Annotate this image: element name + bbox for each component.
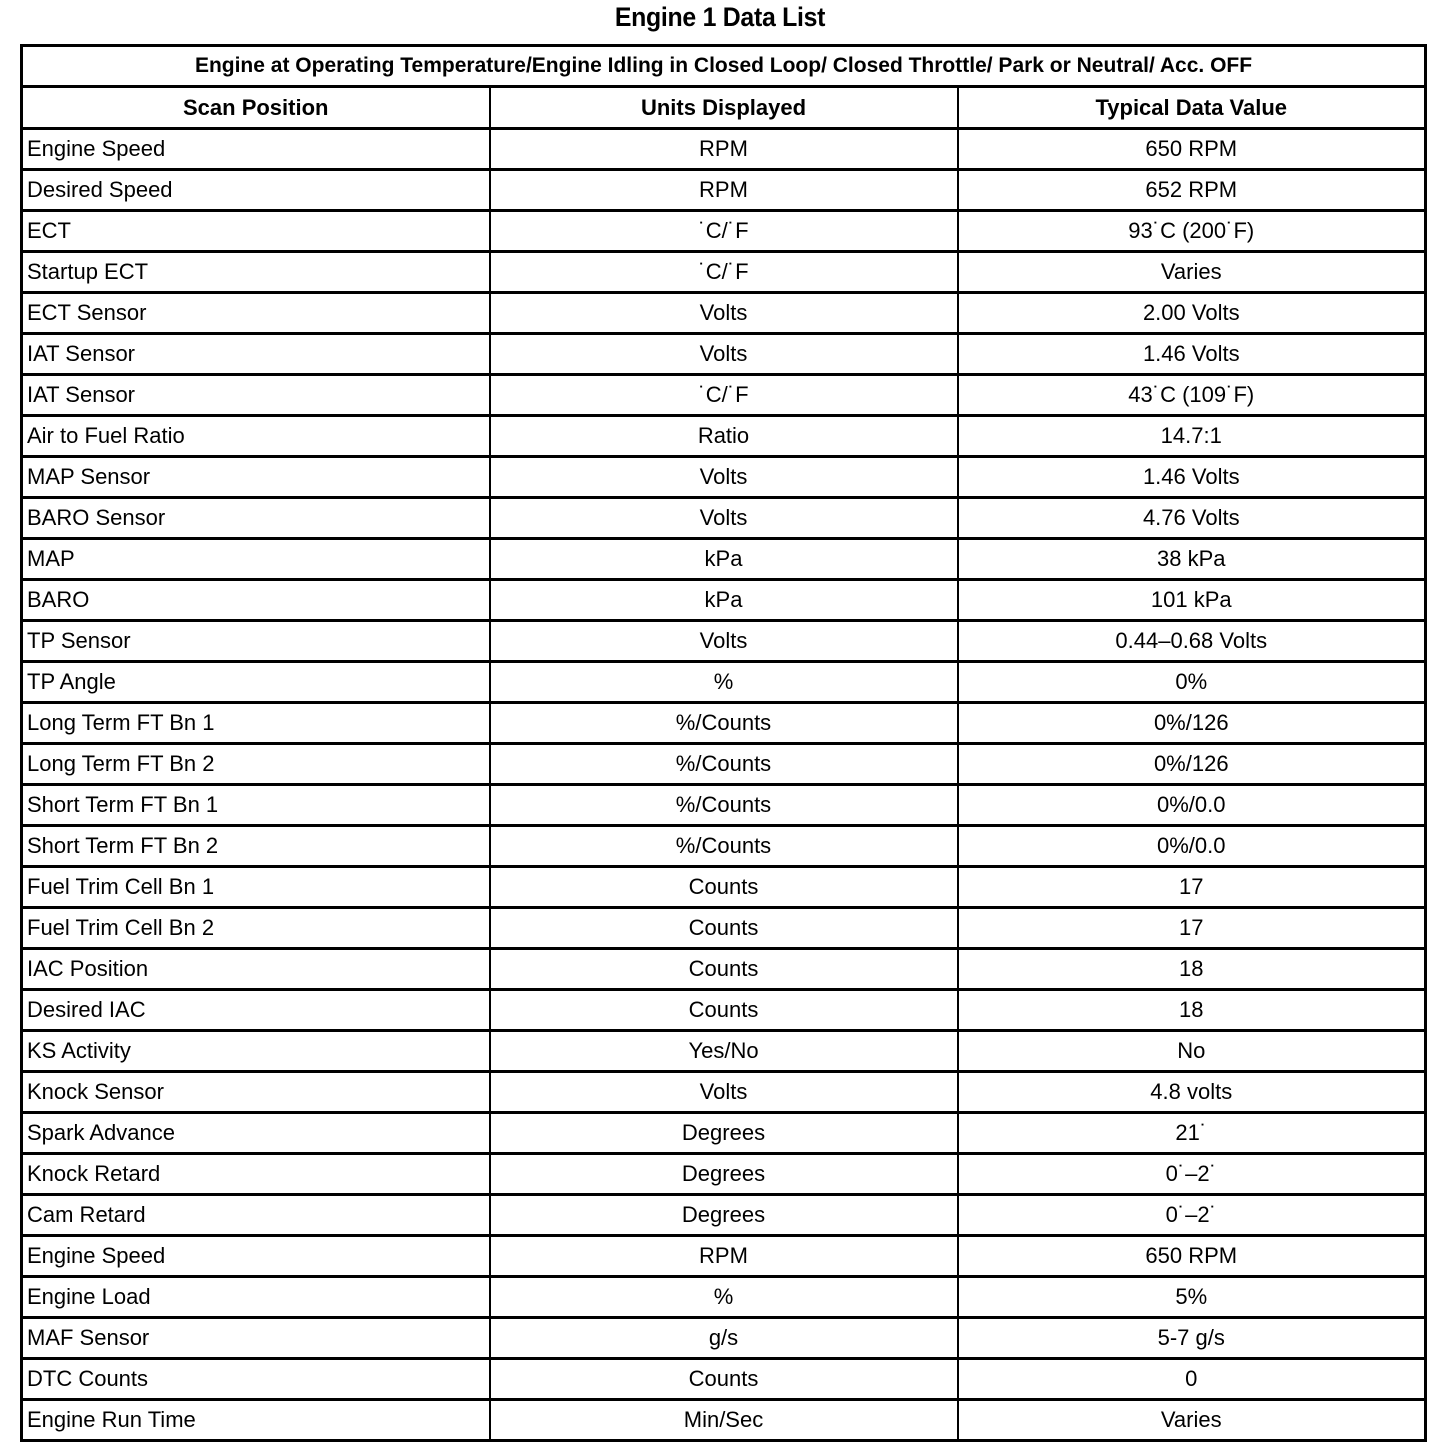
table-row [22, 293, 1426, 334]
table-row [22, 744, 1426, 785]
units-cell: Counts [490, 949, 958, 990]
units-cell: Counts [490, 1359, 958, 1400]
scan-position-cell: Knock Retard [22, 1154, 490, 1195]
scan-position-cell: ECT [22, 211, 490, 252]
scan-position-cell: Engine Load [22, 1277, 490, 1318]
units-cell: %/Counts [490, 785, 958, 826]
typical-value-cell: 14.7:1 [958, 416, 1426, 457]
units-cell: Counts [490, 990, 958, 1031]
table-body [22, 129, 1426, 1441]
table-row [22, 662, 1426, 703]
scan-position-cell: Short Term FT Bn 1 [22, 785, 490, 826]
scan-position-cell: Engine Speed [22, 1236, 490, 1277]
typical-value-cell: 38 kPa [958, 539, 1426, 580]
units-cell: ˙C/˙F [490, 252, 958, 293]
operating-condition: Engine at Operating Temperature/Engine Idling in Closed Loop/ Closed Throttle/ Park or Neutral/ Acc. OFF [22, 46, 1426, 87]
typical-value-cell: 93˙C (200˙F) [958, 211, 1426, 252]
table-row [22, 129, 1426, 170]
header-typical-data-value: Typical Data Value [958, 87, 1426, 129]
units-cell: Volts [490, 457, 958, 498]
typical-value-cell: Varies [958, 1400, 1426, 1441]
table-row [22, 211, 1426, 252]
table-row [22, 1072, 1426, 1113]
table-row [22, 498, 1426, 539]
scan-position-cell: BARO Sensor [22, 498, 490, 539]
table-row [22, 580, 1426, 621]
typical-value-cell: 17 [958, 867, 1426, 908]
scan-position-cell: TP Angle [22, 662, 490, 703]
scan-position-cell: Spark Advance [22, 1113, 490, 1154]
table-row [22, 867, 1426, 908]
scan-position-cell: MAP [22, 539, 490, 580]
typical-value-cell: 21˙ [958, 1113, 1426, 1154]
scan-position-cell: Air to Fuel Ratio [22, 416, 490, 457]
units-cell: kPa [490, 580, 958, 621]
typical-value-cell: 0˙–2˙ [958, 1154, 1426, 1195]
units-cell: Volts [490, 621, 958, 662]
table-row [22, 252, 1426, 293]
units-cell: Yes/No [490, 1031, 958, 1072]
table-row [22, 1195, 1426, 1236]
typical-value-cell: 4.76 Volts [958, 498, 1426, 539]
typical-value-cell: 0 [958, 1359, 1426, 1400]
units-cell: Counts [490, 867, 958, 908]
table-row [22, 416, 1426, 457]
typical-value-cell: 2.00 Volts [958, 293, 1426, 334]
table-row [22, 457, 1426, 498]
scan-position-cell: Desired Speed [22, 170, 490, 211]
scan-position-cell: KS Activity [22, 1031, 490, 1072]
units-cell: %/Counts [490, 826, 958, 867]
units-cell: Min/Sec [490, 1400, 958, 1441]
units-cell: Degrees [490, 1154, 958, 1195]
table-row [22, 826, 1426, 867]
scan-position-cell: BARO [22, 580, 490, 621]
typical-value-cell: 4.8 volts [958, 1072, 1426, 1113]
table-row [22, 170, 1426, 211]
typical-value-cell: 0%/0.0 [958, 826, 1426, 867]
scan-position-cell: Desired IAC [22, 990, 490, 1031]
table-row [22, 1400, 1426, 1441]
typical-value-cell: 5-7 g/s [958, 1318, 1426, 1359]
typical-value-cell: 18 [958, 949, 1426, 990]
scan-position-cell: DTC Counts [22, 1359, 490, 1400]
condition-row [22, 46, 1426, 87]
typical-value-cell: 650 RPM [958, 129, 1426, 170]
header-row [22, 87, 1426, 129]
units-cell: Degrees [490, 1195, 958, 1236]
units-cell: Volts [490, 1072, 958, 1113]
table-row [22, 785, 1426, 826]
units-cell: g/s [490, 1318, 958, 1359]
units-cell: Ratio [490, 416, 958, 457]
table-row [22, 1359, 1426, 1400]
typical-value-cell: 652 RPM [958, 170, 1426, 211]
table-row [22, 949, 1426, 990]
table-row [22, 1031, 1426, 1072]
units-cell: ˙C/˙F [490, 211, 958, 252]
scan-position-cell: Startup ECT [22, 252, 490, 293]
table-row [22, 908, 1426, 949]
table-row [22, 1236, 1426, 1277]
typical-value-cell: 1.46 Volts [958, 334, 1426, 375]
scan-position-cell: Fuel Trim Cell Bn 2 [22, 908, 490, 949]
typical-value-cell: 0%/0.0 [958, 785, 1426, 826]
scan-position-cell: Long Term FT Bn 2 [22, 744, 490, 785]
table-row [22, 621, 1426, 662]
page-title: Engine 1 Data List [614, 2, 826, 32]
units-cell: %/Counts [490, 703, 958, 744]
typical-value-cell: 0%/126 [958, 703, 1426, 744]
table-row [22, 539, 1426, 580]
units-cell: %/Counts [490, 744, 958, 785]
scan-position-cell: Knock Sensor [22, 1072, 490, 1113]
table-row [22, 990, 1426, 1031]
typical-value-cell: 43˙C (109˙F) [958, 375, 1426, 416]
scan-position-cell: MAF Sensor [22, 1318, 490, 1359]
scan-position-cell: IAC Position [22, 949, 490, 990]
typical-value-cell: 17 [958, 908, 1426, 949]
typical-value-cell: 0% [958, 662, 1426, 703]
scan-position-cell: Cam Retard [22, 1195, 490, 1236]
units-cell: % [490, 1277, 958, 1318]
units-cell: kPa [490, 539, 958, 580]
units-cell: Volts [490, 498, 958, 539]
typical-value-cell: No [958, 1031, 1426, 1072]
table-row [22, 1318, 1426, 1359]
units-cell: Volts [490, 293, 958, 334]
engine-data-table [20, 44, 1427, 1442]
scan-position-cell: ECT Sensor [22, 293, 490, 334]
scan-position-cell: Fuel Trim Cell Bn 1 [22, 867, 490, 908]
header-units-displayed: Units Displayed [490, 87, 958, 129]
scan-position-cell: TP Sensor [22, 621, 490, 662]
units-cell: RPM [490, 129, 958, 170]
units-cell: % [490, 662, 958, 703]
scan-position-cell: IAT Sensor [22, 334, 490, 375]
typical-value-cell: 650 RPM [958, 1236, 1426, 1277]
table-row [22, 1277, 1426, 1318]
units-cell: RPM [490, 1236, 958, 1277]
units-cell: RPM [490, 170, 958, 211]
units-cell: Degrees [490, 1113, 958, 1154]
typical-value-cell: 0˙–2˙ [958, 1195, 1426, 1236]
table-row [22, 334, 1426, 375]
typical-value-cell: 1.46 Volts [958, 457, 1426, 498]
typical-value-cell: Varies [958, 252, 1426, 293]
units-cell: Volts [490, 334, 958, 375]
table-row [22, 1154, 1426, 1195]
table-row [22, 375, 1426, 416]
scan-position-cell: Short Term FT Bn 2 [22, 826, 490, 867]
table-row [22, 1113, 1426, 1154]
header-scan-position: Scan Position [22, 87, 490, 129]
scan-position-cell: MAP Sensor [22, 457, 490, 498]
typical-value-cell: 0.44–0.68 Volts [958, 621, 1426, 662]
typical-value-cell: 5% [958, 1277, 1426, 1318]
typical-value-cell: 0%/126 [958, 744, 1426, 785]
units-cell: ˙C/˙F [490, 375, 958, 416]
table-row [22, 703, 1426, 744]
scan-position-cell: Engine Speed [22, 129, 490, 170]
typical-value-cell: 101 kPa [958, 580, 1426, 621]
units-cell: Counts [490, 908, 958, 949]
typical-value-cell: 18 [958, 990, 1426, 1031]
scan-position-cell: IAT Sensor [22, 375, 490, 416]
scan-position-cell: Long Term FT Bn 1 [22, 703, 490, 744]
scan-position-cell: Engine Run Time [22, 1400, 490, 1441]
